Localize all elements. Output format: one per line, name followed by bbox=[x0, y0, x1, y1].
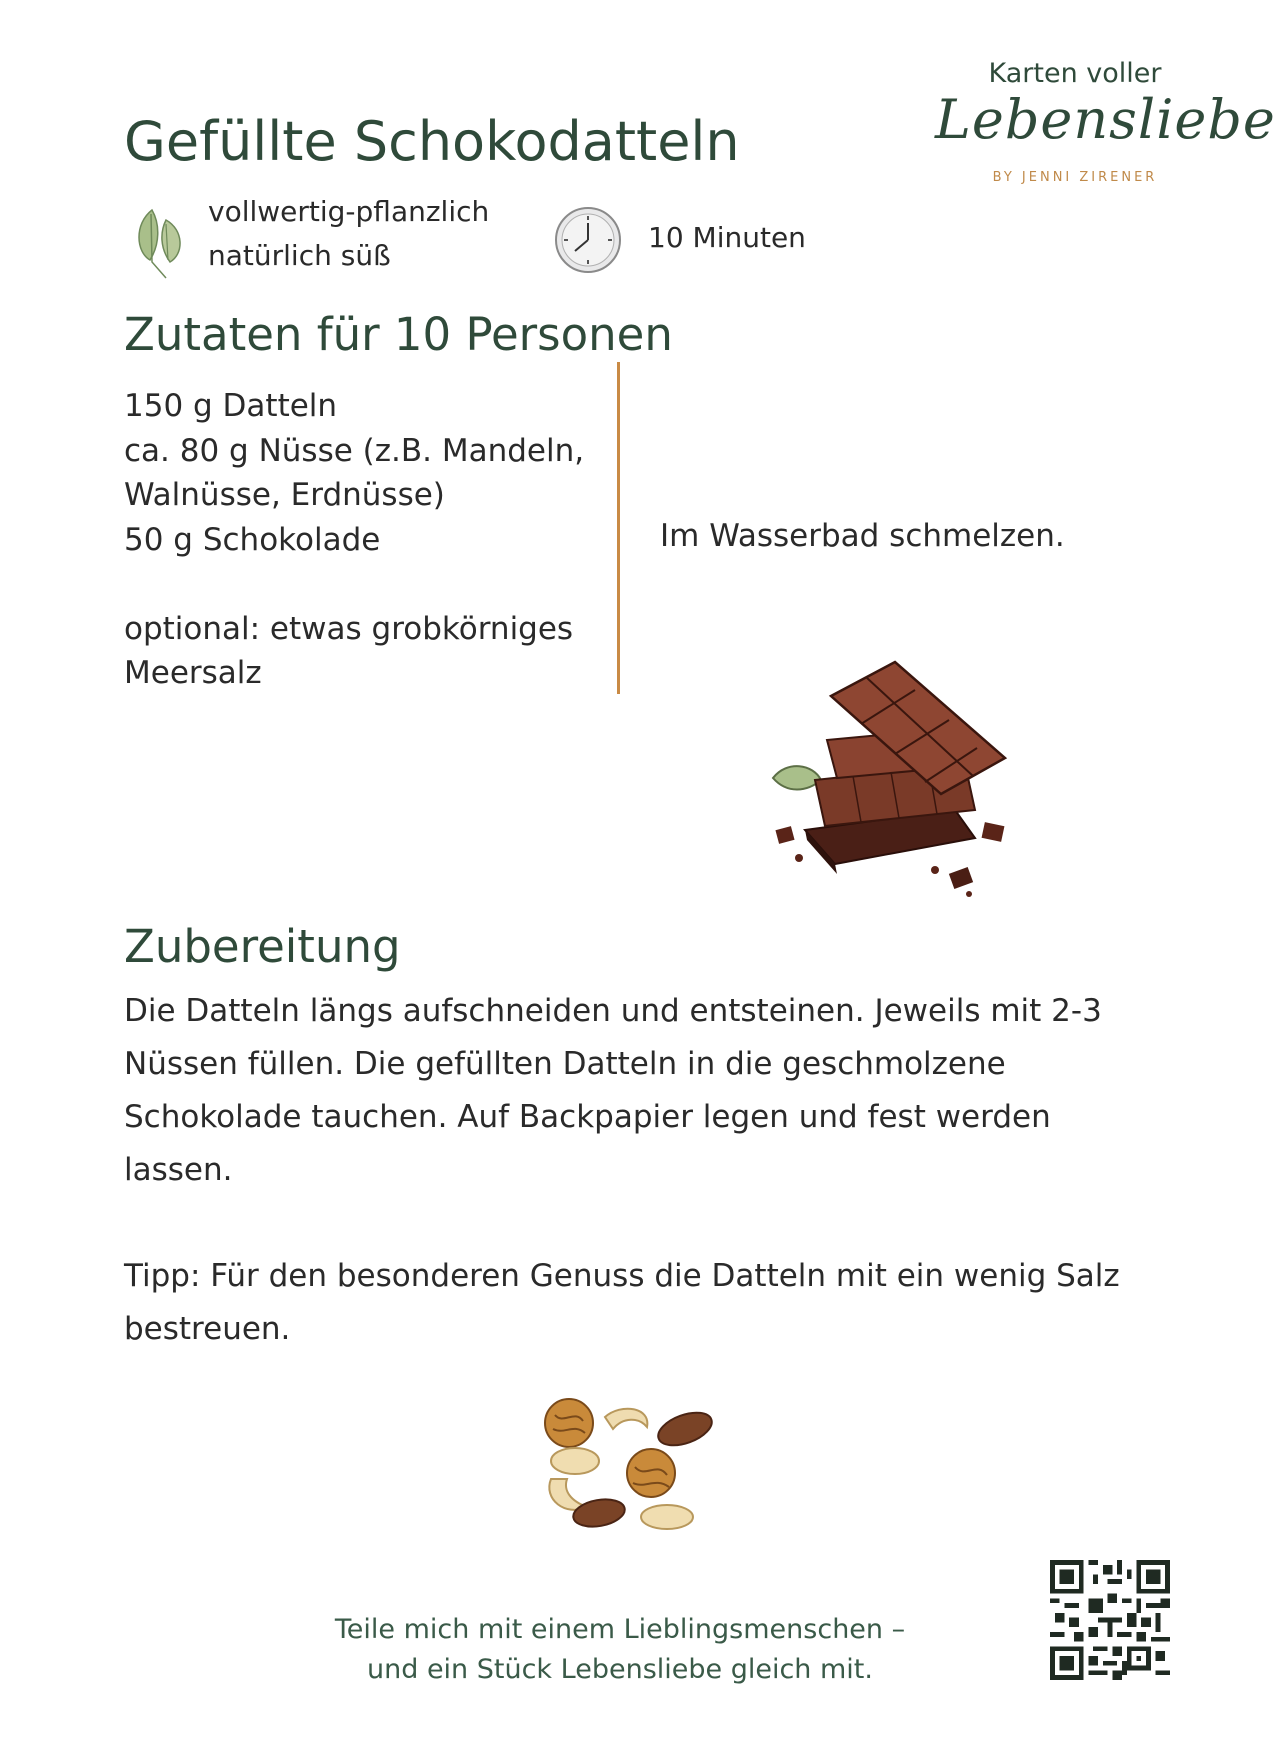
ingredient-line: 150 g Datteln bbox=[124, 388, 338, 424]
column-divider bbox=[617, 362, 620, 694]
preparation-text: Die Datteln längs aufschneiden und entsteinen. Jeweils mit 2-3 Nüssen füllen. Die gefüllten Datteln in die geschmolzene Schokolade tauchen. Auf Backpapier legen und fest werden lassen. bbox=[124, 993, 1102, 1188]
ingredient-note: Im Wasserbad schmelzen. bbox=[660, 518, 1065, 554]
footer-line: Teile mich mit einem Lieblingsmenschen – bbox=[334, 1614, 906, 1645]
brand-logo-script: Lebensliebe bbox=[935, 88, 1276, 151]
preparation-text-block bbox=[124, 985, 1124, 1356]
clock-icon bbox=[553, 205, 623, 275]
leaf-icon bbox=[130, 202, 186, 280]
brand-line: Karten voller bbox=[988, 58, 1162, 89]
qr-code[interactable] bbox=[1050, 1560, 1170, 1680]
ingredient-line: 50 g Schokolade bbox=[124, 521, 381, 558]
footer-line: und ein Stück Lebensliebe gleich mit. bbox=[367, 1654, 873, 1685]
paragraph-spacer bbox=[124, 1197, 1124, 1250]
tag-naturally-sweet: natürlich süß bbox=[208, 239, 391, 272]
preparation-heading: Zubereitung bbox=[124, 920, 401, 973]
ingredients-heading: Zutaten für 10 Personen bbox=[124, 308, 673, 361]
prep-time: 10 Minuten bbox=[648, 221, 806, 254]
footer-text bbox=[300, 1610, 940, 1690]
nuts-illustration bbox=[535, 1395, 715, 1530]
ingredient-line: Walnüsse, Erdnüsse) bbox=[124, 477, 445, 513]
ingredient-line: Meersalz bbox=[124, 655, 262, 691]
brand-byline: BY JENNI ZIRENER bbox=[992, 170, 1158, 185]
recipe-title: Gefüllte Schokodatteln bbox=[124, 110, 740, 173]
tag-vegan: vollwertig-pflanzlich bbox=[208, 195, 490, 228]
tip-text: Tipp: Für den besonderen Genuss die Datteln mit ein wenig Salz bestreuen. bbox=[124, 1258, 1120, 1347]
ingredient-line: ca. 80 g Nüsse (z.B. Mandeln, bbox=[124, 432, 585, 469]
ingredient-line: optional: etwas grobkörniges bbox=[124, 610, 574, 647]
ingredients-list bbox=[124, 384, 644, 696]
ingredient-spacer bbox=[124, 562, 644, 607]
chocolate-illustration bbox=[765, 660, 1025, 900]
